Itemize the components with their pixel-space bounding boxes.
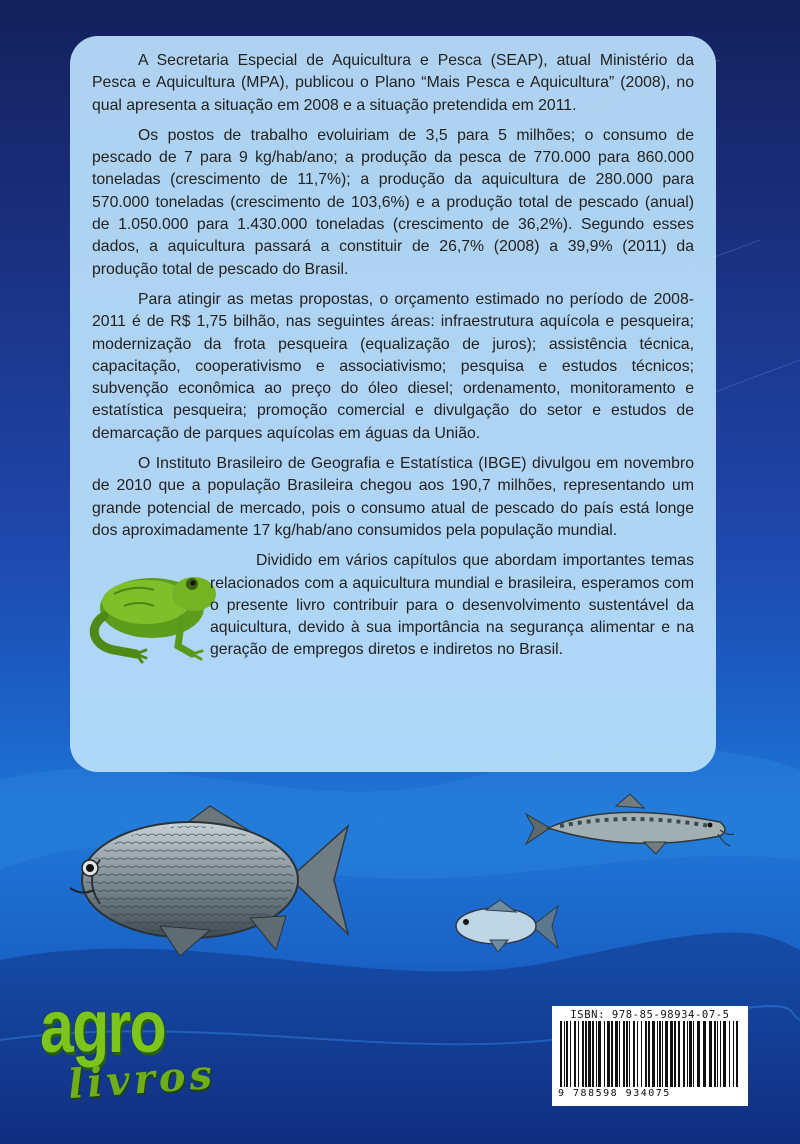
isbn-label: ISBN: 978-85-98934-07-5 [570, 1009, 730, 1021]
agrolivros-logo [40, 985, 220, 1110]
logo-sub-text: livros [66, 1050, 218, 1109]
paragraph-5: Dividido em vários capítulos que abordam importantes temas relacionados com a aquicultura mundial e brasileira, esperamos com o presente livro contribuir para o desenvolvimento sustentável da aquicultura, devido à sua importância na segurança alimentar e na geração de empregos diretos e indiretos no Brasil. [210, 552, 694, 659]
paragraph-3: Para atingir as metas propostas, o orçamento estimado no período de 2008-2011 é de R$ 1,75 bilhão, nas seguintes áreas: infraestrutura aquícola e pesqueira; modernização da frota pesqueira (equalização de juros); assistência técnica, capacitação, cooperativismo e associativismo; pesquisa e estudos técnicos; subvenção econômica ao preço do óleo diesel; ordenamento, monitoramento e estatística pesqueira; promoção comercial e divulgação do setor e estudos de demarcação de parques aquícolas em águas da União. [92, 290, 694, 442]
catfish-illustration [520, 792, 735, 862]
frog-illustration [74, 546, 204, 664]
text-panel [70, 36, 716, 772]
large-fish-illustration [60, 800, 350, 960]
isbn-barcode-box [552, 1006, 748, 1106]
small-fish-illustration [450, 898, 560, 954]
isbn-digits: 9 788598 934075 [558, 1088, 671, 1099]
logo-main-text: agro [40, 985, 165, 1068]
paragraph-4: O Instituto Brasileiro de Geografia e Estatística (IBGE) divulgou em novembro de 2010 que a população Brasileira chegou aos 190,7 milhões, representando um grande potencial de mercado, pois o consumo atual de pescado do país está longe dos aproximadamente 17 kg/hab/ano consumidos pela população mundial. [92, 455, 694, 539]
barcode-icon [558, 1021, 742, 1087]
paragraph-1: A Secretaria Especial de Aquicultura e Pesca (SEAP), atual Ministério da Pesca e Aquicultura (MPA), publicou o Plano “Mais Pesca e Aquicultura” (2008), no qual apresenta a situação em 2008 e a situação pretendida em 2011. [92, 52, 694, 114]
paragraph-2: Os postos de trabalho evoluiriam de 3,5 para 5 milhões; o consumo de pescado de 7 para 9 kg/hab/ano; a produção da pesca de 770.000 para 860.000 toneladas (crescimento de 11,7%); a produção da aquicultura de 280.000 para 570.000 toneladas (crescimento de 103,6%) e a produção total de pescado (anual) de 1.050.000 para 1.430.000 toneladas (crescimento de 36,2%). Segundo esses dados, a aquicultura passará a constituir de 26,7% (2008) a 39,9% (2011) da produção total de pescado do Brasil. [92, 126, 694, 278]
